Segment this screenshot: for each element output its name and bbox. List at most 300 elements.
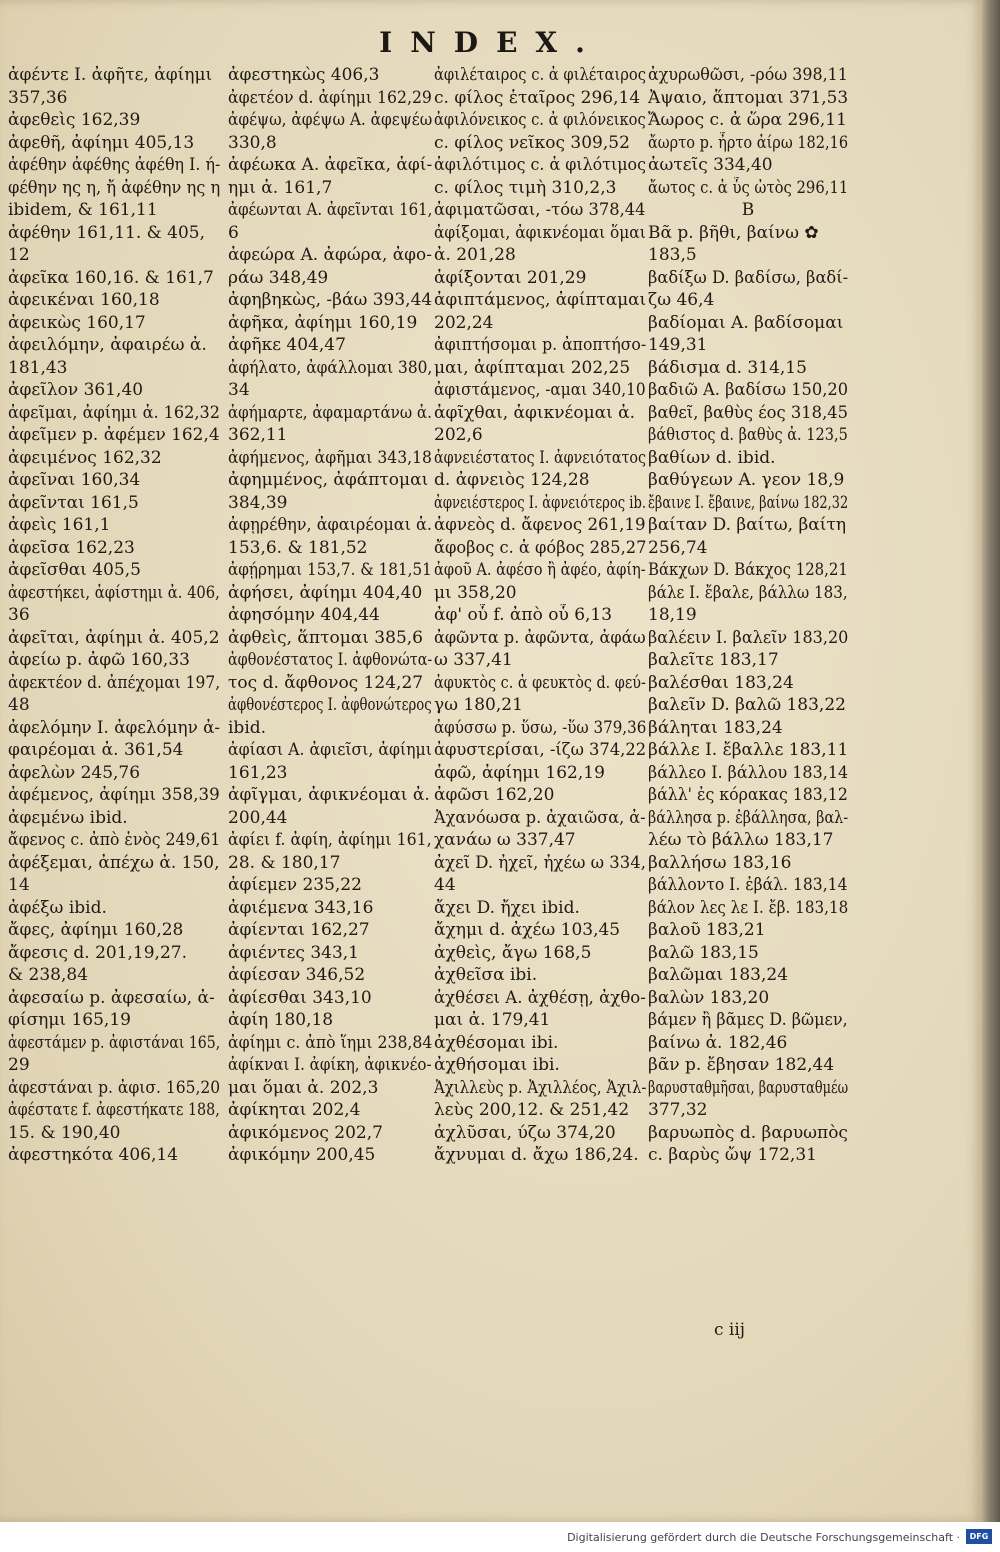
index-entry-text: ἀχθεὶς, ἄγω 168,5: [434, 942, 592, 963]
index-entry-text: ἀφημμένος, ἀφάπτομαι: [228, 470, 429, 490]
index-entry-text: ἀφεῖσα 162,23: [8, 537, 135, 558]
index-entry-text: ἀφεῖται, ἀφίημι ἀ. 405,2: [8, 627, 220, 648]
index-entry: [648, 1009, 848, 1032]
index-entry: [228, 312, 432, 335]
index-entry-text: Ἄωρος c. ἀ ὥρα 296,11: [648, 110, 847, 130]
index-column-2: [228, 64, 432, 1167]
index-entry: [434, 469, 646, 492]
index-entry-text: ἀφῶσι 162,20: [434, 785, 555, 805]
index-entry-text: 15. & 190,40: [8, 1122, 121, 1143]
index-entry-text: ἀφέξεμαι, ἀπέχω ἀ. 150,: [8, 852, 220, 873]
index-entry: [434, 1144, 646, 1167]
index-entry: [228, 784, 432, 807]
index-entry-text: 29: [8, 1055, 30, 1075]
index-entry-text: Ἀχανόωσα p. ἀχαιῶσα, ἀ-: [434, 807, 646, 828]
index-entry-text: λεὺς 200,12. & 251,42: [434, 1100, 630, 1120]
index-entry-text: ἀφεικέναι 160,18: [8, 290, 160, 310]
index-entry-text: ἀφίασι A. ἀφιεῖσι, ἀφίημι: [228, 740, 432, 760]
signature-mark: c iij: [714, 1320, 746, 1340]
index-entry-text: ἀφέθην 161,11. & 405,: [8, 222, 206, 243]
index-entry: [228, 447, 432, 470]
index-entry: [434, 177, 646, 200]
index-entry: [228, 492, 432, 515]
index-entry-text: ἀφίκναι I. ἀφίκη, ἀφικνέο-: [228, 1055, 432, 1075]
index-entry-text: ibidem, & 161,11: [8, 200, 158, 220]
index-entry-text: ἀφήσει, ἀφίημι 404,40: [228, 582, 423, 603]
index-entry: [648, 199, 848, 222]
index-entry-text: βαρυωπὸς d. βαρυωπὸς: [648, 1122, 848, 1143]
index-entry: [228, 1009, 432, 1032]
index-entry: [648, 649, 848, 672]
index-entry: [8, 874, 220, 897]
footer-bar: [0, 1522, 1000, 1552]
index-entry-text: ἀφιέμενα 343,16: [228, 897, 374, 918]
index-entry: [228, 897, 432, 920]
index-entry: [8, 312, 220, 335]
index-entry: [434, 672, 646, 695]
index-entry-text: βᾶν p. ἔβησαν 182,44: [648, 1055, 835, 1075]
index-entry-text: ἀφῆκε 404,47: [228, 335, 346, 355]
index-entry: [8, 897, 220, 920]
index-entry-text: βάμεν ἢ βᾶμες D. βῶμεν,: [648, 1010, 848, 1030]
index-entry-text: ἀφιέντες 343,1: [228, 942, 359, 963]
index-entry: [648, 987, 848, 1010]
index-entry-text: χανάω ω 337,47: [434, 830, 576, 850]
index-entry: [434, 784, 646, 807]
index-entry: [648, 582, 848, 605]
index-entry-text: ἄχημι d. ἀχέω 103,45: [434, 920, 621, 940]
index-entry-text: ἀχλῦσαι, ύζω 374,20: [434, 1122, 616, 1143]
index-entry: [648, 694, 848, 717]
index-entry: [8, 267, 220, 290]
index-entry-text: 18,19: [648, 605, 697, 625]
index-entry: [648, 447, 848, 470]
index-entry-text: 48: [8, 695, 30, 715]
index-entry: [228, 469, 432, 492]
index-entry-text: ἀφικόμην 200,45: [228, 1145, 376, 1165]
index-entry-text: βαίνω ἀ. 182,46: [648, 1032, 788, 1053]
index-entry: [648, 1122, 848, 1145]
index-entry-text: φίσημι 165,19: [8, 1010, 131, 1030]
index-entry-text: βάλλοντο I. ἐβάλ. 183,14: [648, 875, 848, 895]
index-entry: [228, 649, 432, 672]
index-entry-text: ἀφιλότιμος c. ἀ φιλότιμος: [434, 155, 646, 175]
index-entry: [434, 132, 646, 155]
index-entry-text: ἀφίκηται 202,4: [228, 1100, 361, 1120]
index-entry: [228, 762, 432, 785]
index-entry-text: ἄφες, ἀφίημι 160,28: [8, 920, 184, 940]
index-entry-text: ἄχει D. ἤχει ibid.: [434, 897, 580, 918]
index-entry: [228, 537, 432, 560]
index-entry-text: ἀφοῦ A. ἀφέσο ἢ ἀφέο, ἀφίη-: [434, 560, 646, 580]
index-entry-text: ἀφέθην ἀφέθης ἀφέθη I. ή-: [8, 155, 220, 175]
footer-text: Digitalisierung gefördert durch die Deutsche Forschungsgemeinschaft ·: [567, 1531, 960, 1544]
index-entry: [648, 627, 848, 650]
index-entry-text: 357,36: [8, 87, 68, 108]
index-entry: [648, 379, 848, 402]
index-entry: [434, 874, 646, 897]
index-entry: [8, 762, 220, 785]
index-entry: [434, 267, 646, 290]
index-entry: [8, 154, 220, 177]
index-entry: [228, 919, 432, 942]
index-entry-text: ἀφεμένω ibid.: [8, 807, 128, 828]
index-entry: [434, 1099, 646, 1122]
index-entry: [434, 919, 646, 942]
index-entry: [434, 1032, 646, 1055]
index-entry-text: c. φίλος νεῖκος 309,52: [434, 132, 630, 153]
index-entry-text: 330,8: [228, 132, 277, 153]
index-entry-text: ἀφνειέστατος I. ἀφνειότατος: [434, 447, 646, 468]
index-entry: [228, 604, 432, 627]
index-entry: [228, 852, 432, 875]
index-entry-text: ἀφῶ, ἀφίημι 162,19: [434, 762, 605, 783]
index-entry: [8, 537, 220, 560]
index-entry-text: ἀφέωκα A. ἀφεῖκα, ἀφί-: [228, 155, 432, 175]
index-entry: [648, 717, 848, 740]
index-entry-text: βαθεῖ, βαθὺς έος 318,45: [648, 402, 848, 423]
index-entry-text: βάληται 183,24: [648, 717, 783, 738]
index-entry-text: 34: [228, 380, 250, 400]
index-entry-text: ἀφιλέταιρος c. ἀ φιλέταιρος: [434, 65, 646, 85]
index-entry-text: ἀφεῖνται 161,5: [8, 492, 139, 513]
index-entry: [228, 267, 432, 290]
index-entry-text: ἀφεστάναι p. ἀφισ. 165,20: [8, 1077, 220, 1098]
index-entry: [8, 919, 220, 942]
index-entry: [434, 1009, 646, 1032]
index-entry: [8, 852, 220, 875]
index-entry: [8, 694, 220, 717]
index-entry-text: ἄφοβος c. ἀ φόβος 285,27: [434, 537, 646, 558]
index-entry: [648, 559, 848, 582]
index-entry-text: ἀφελὼν 245,76: [8, 762, 141, 783]
index-entry-text: μι 358,20: [434, 582, 517, 603]
index-entry-text: ἀχθέσομαι ibi.: [434, 1032, 559, 1053]
index-entry: [434, 199, 646, 222]
index-entry: [434, 244, 646, 267]
index-entry-text: 149,31: [648, 335, 708, 355]
index-entry-text: c. φίλος ἑταῖρος 296,14: [434, 87, 641, 108]
index-entry: [8, 672, 220, 695]
index-entry-text: ἀφεῖναι 160,34: [8, 470, 141, 490]
index-entry-text: ἀφιματῶσαι, -τόω 378,44: [434, 200, 646, 220]
index-entry: [648, 312, 848, 335]
index-entry: [434, 987, 646, 1010]
index-entry: [228, 132, 432, 155]
index-entry: [648, 357, 848, 380]
index-entry-text: Βᾶ p. βῆθι, βαίνω ✿: [648, 222, 819, 243]
index-entry-text: Βάκχων D. Βάκχος 128,21: [648, 560, 848, 580]
index-entry: [228, 739, 432, 762]
index-entry-text: ἀφυστερίσαι, -ίζω 374,22: [434, 740, 646, 760]
index-entry-text: ἀφεσαίω p. ἀφεσαίω, ἀ-: [8, 987, 215, 1008]
index-entry: [648, 739, 848, 762]
index-entry-text: βαλέειν I. βαλεῖν 183,20: [648, 627, 848, 648]
index-entry-text: βαρυσταθμῆσαι, βαρυσταθμέω: [648, 1077, 848, 1098]
index-entry: [8, 1144, 220, 1167]
index-entry: [8, 1054, 220, 1077]
index-entry-text: βαλὼν 183,20: [648, 987, 770, 1008]
index-entry: [648, 672, 848, 695]
index-entry: [434, 807, 646, 830]
index-entry: [648, 64, 848, 87]
index-entry: [648, 402, 848, 425]
index-entry-text: ἀφήλατο, ἀφάλλομαι 380,: [228, 357, 432, 378]
index-entry: [228, 244, 432, 267]
index-entry: [648, 334, 848, 357]
index-entry: [8, 402, 220, 425]
index-entry: [8, 582, 220, 605]
index-entry: [8, 649, 220, 672]
index-entry: [648, 874, 848, 897]
index-entry: [8, 559, 220, 582]
index-entry: [434, 559, 646, 582]
index-entry: [434, 604, 646, 627]
index-entry: [434, 154, 646, 177]
index-entry: [228, 177, 432, 200]
index-entry-text: ἀφίεσθαι 343,10: [228, 987, 372, 1008]
index-entry-text: ἀφικόμενος 202,7: [228, 1122, 383, 1143]
index-entry-text: ἀφύσσω p. ὕσω, -ὕω 379,36: [434, 717, 646, 738]
index-entry: [648, 784, 848, 807]
index-entry: [8, 784, 220, 807]
index-entry: [434, 492, 646, 515]
index-entry-text: ἀφνειέστερος I. ἀφνειότερος ib.: [434, 492, 646, 513]
index-entry-text: ibid.: [228, 717, 267, 738]
index-entry-text: ἀωτεῖς 334,40: [648, 155, 773, 175]
index-entry-text: B: [741, 200, 755, 220]
index-entry: [434, 649, 646, 672]
index-entry-text: ἀχθήσομαι ibi.: [434, 1055, 560, 1075]
index-entry: [434, 1054, 646, 1077]
index-entry-text: ἀφεὶς 161,1: [8, 515, 111, 535]
index-entry: [648, 267, 848, 290]
index-entry: [228, 1054, 432, 1077]
index-entry: [648, 1054, 848, 1077]
index-entry: [8, 942, 220, 965]
index-entry: [228, 379, 432, 402]
index-entry: [228, 942, 432, 965]
index-entry-text: 6: [228, 222, 239, 243]
index-entry: [8, 627, 220, 650]
index-entry-text: φέθην ης η, ἤ ἀφέθην ης η: [8, 177, 220, 198]
index-entry: [228, 222, 432, 245]
index-entry-text: βαλῶ 183,15: [648, 942, 759, 963]
index-entry-text: ω 337,41: [434, 650, 513, 670]
index-entry: [434, 694, 646, 717]
index-entry-text: ἀφεκτέον d. ἀπέχομαι 197,: [8, 672, 220, 693]
index-entry: [8, 424, 220, 447]
index-entry: [8, 604, 220, 627]
dfg-logo-icon: DFG: [966, 1529, 992, 1544]
index-entry: [228, 672, 432, 695]
index-entry-text: βαλλήσω 183,16: [648, 852, 792, 873]
index-entry: [648, 109, 848, 132]
index-entry: [228, 1144, 432, 1167]
index-entry: [8, 807, 220, 830]
index-entry-text: ἀφησόμην 404,44: [228, 605, 380, 625]
index-entry: [434, 1077, 646, 1100]
index-entry: [648, 289, 848, 312]
index-entry-text: c. φίλος τιμὴ 310,2,3: [434, 177, 617, 198]
index-entry-text: ἀφίει f. ἀφίη, ἀφίημι 161,: [228, 830, 432, 850]
index-entry: [434, 379, 646, 402]
index-entry: [228, 987, 432, 1010]
index-entry: [434, 222, 646, 245]
index-entry-text: ἀφυκτὸς c. ἀ φευκτὸς d. φεύ-: [434, 672, 646, 693]
index-entry: [228, 402, 432, 425]
index-entry-text: ἀφῃρέθην, ἀφαιρέομαι ἀ.: [228, 515, 432, 535]
index-entry: [8, 222, 220, 245]
index-entry: [228, 694, 432, 717]
index-entry: [228, 1077, 432, 1100]
index-entry-text: μαι ὅμαι ἀ. 202,3: [228, 1077, 379, 1098]
index-entry: [8, 964, 220, 987]
index-entry: [434, 852, 646, 875]
index-entry-text: ἀχυρωθῶσι, -ρόω 398,11: [648, 65, 848, 85]
index-entry-text: ἀφείω p. ἀφῶ 160,33: [8, 650, 190, 670]
index-entry-text: 202,6: [434, 425, 483, 445]
index-entry: [228, 64, 432, 87]
index-entry: [8, 87, 220, 110]
index-entry-text: ἄφεσις d. 201,19,27.: [8, 942, 187, 963]
index-entry-text: ἀφειλόμην, ἀφαιρέω ἀ.: [8, 335, 207, 355]
index-column-1: [8, 64, 220, 1167]
index-entry-text: ἀφιπτάμενος, ἀφίπταμαι: [434, 290, 646, 310]
index-entry-text: βαλέσθαι 183,24: [648, 672, 794, 693]
index-entry-text: ἀφεῖλον 361,40: [8, 380, 144, 400]
index-entry-text: 28. & 180,17: [228, 852, 341, 873]
index-entry-text: ἀφεστηκότα 406,14: [8, 1145, 179, 1165]
index-entry: [648, 1099, 848, 1122]
index-entry: [8, 334, 220, 357]
index-entry-text: τος d. ἄφθονος 124,27: [228, 672, 424, 693]
index-entry-text: ἀφεθεὶς 162,39: [8, 110, 141, 130]
index-entry-text: 14: [8, 875, 30, 895]
index-entry-text: ἀφνεὸς d. ἄφενος 261,19: [434, 515, 646, 535]
index-entry: [434, 942, 646, 965]
index-entry-text: βαδίξω D. βαδίσω, βαδί-: [648, 267, 848, 288]
index-entry-text: ἀφῄρημαι 153,7. & 181,51: [228, 560, 432, 580]
index-entry: [8, 1099, 220, 1122]
index-entry: [648, 154, 848, 177]
index-entry-text: βάλον λες λε I. ἔβ. 183,18: [648, 897, 848, 918]
index-entry-text: & 238,84: [8, 965, 89, 985]
index-entry: [434, 424, 646, 447]
index-entry-text: ἀφῆκα, ἀφίημι 160,19: [228, 312, 418, 333]
index-entry: [648, 1032, 848, 1055]
index-entry: [8, 514, 220, 537]
index-entry-text: ἀχεῖ D. ἠχεῖ, ἠχέω ω 334,: [434, 852, 646, 873]
index-entry: [8, 447, 220, 470]
index-entry: [228, 874, 432, 897]
index-entry-text: ἀφιλόνεικος c. ἀ φιλόνεικος: [434, 110, 646, 130]
index-entry: [228, 1032, 432, 1055]
index-entry-text: ἀφίημι c. ἀπὸ ἵημι 238,84: [228, 1032, 432, 1053]
index-entry-text: ράω 348,49: [228, 267, 329, 288]
index-entry: [8, 132, 220, 155]
index-entry-text: μαι, ἀφίπταμαι 202,25: [434, 357, 631, 378]
index-entry: [228, 357, 432, 380]
index-entry-text: 183,5: [648, 245, 697, 265]
index-entry-text: βάδισμα d. 314,15: [648, 357, 807, 378]
index-entry-text: ἀφθονέστατος I. ἀφθονώτα-: [228, 650, 432, 670]
index-entry: [8, 469, 220, 492]
index-entry: [648, 829, 848, 852]
index-entry-text: βάλλ' ἐς κόρακας 183,12: [648, 785, 848, 805]
index-entry-text: βαδιῶ A. βαδίσω 150,20: [648, 380, 848, 400]
index-entry-text: ἀφειμένος 162,32: [8, 447, 162, 468]
index-entry: [434, 447, 646, 470]
index-entry: [228, 109, 432, 132]
index-entry-text: ἀφελόμην I. ἀφελόμην ἀ-: [8, 717, 220, 738]
index-entry-text: ἀφέψω, ἀφέψω A. ἀφεψέω: [228, 110, 432, 130]
index-entry: [8, 1122, 220, 1145]
index-entry-text: 377,32: [648, 1100, 708, 1120]
index-entry: [648, 1144, 848, 1167]
index-entry: [648, 537, 848, 560]
index-entry-text: βαλεῖν D. βαλῶ 183,22: [648, 695, 846, 715]
index-entry: [648, 604, 848, 627]
index-entry: [228, 559, 432, 582]
index-entry-text: βάλλεο I. βάλλου 183,14: [648, 762, 848, 783]
index-entry-text: ἀφεῖμεν p. ἀφέμεν 162,4: [8, 425, 220, 445]
index-entry: [434, 537, 646, 560]
index-entry: [228, 424, 432, 447]
index-entry: [434, 627, 646, 650]
index-entry: [434, 964, 646, 987]
index-entry: [228, 514, 432, 537]
index-column-4: [648, 64, 848, 1167]
index-entry-text: ἀφηβηκὼς, -βάω 393,44: [228, 290, 432, 310]
index-entry: [8, 492, 220, 515]
index-entry: [434, 402, 646, 425]
index-entry: [8, 1009, 220, 1032]
index-entry: [228, 717, 432, 740]
index-entry: [8, 739, 220, 762]
index-entry-text: ἄωρτο p. ἦρτο ἀίρω 182,16: [648, 132, 848, 153]
index-entry: [434, 829, 646, 852]
index-entry-text: ἀφεστάμεν p. ἀφιστάναι 165,: [8, 1032, 220, 1053]
index-entry: [648, 964, 848, 987]
index-entry-text: βάλλησα p. ἐβάλλησα, βαλ-: [648, 807, 848, 828]
index-entry-text: ἀφίξομαι, ἀφικνέομαι ὅμαι: [434, 222, 646, 243]
index-entry: [434, 514, 646, 537]
index-entry: [8, 379, 220, 402]
index-entry-text: 161,23: [228, 762, 288, 783]
index-entry-text: ἄχνυμαι d. ἄχω 186,24.: [434, 1145, 639, 1165]
index-entry: [648, 87, 848, 110]
index-entry-text: ἀφιπτήσομαι p. ἀποπτήσο-: [434, 335, 646, 355]
index-entry-text: γω 180,21: [434, 695, 523, 715]
index-entry: [648, 244, 848, 267]
index-entry: [8, 244, 220, 267]
index-entry-text: ἀφήμαρτε, ἀφαμαρτάνω ἀ.: [228, 402, 432, 423]
index-entry: [434, 312, 646, 335]
index-entry: [434, 87, 646, 110]
index-entry: [8, 987, 220, 1010]
index-entry-text: 384,39: [228, 492, 288, 513]
index-entry-text: ἀφήμενος, ἀφῆμαι 343,18: [228, 447, 432, 468]
index-entry-text: ἀφῖχθαι, ἀφικνέομαι ἀ.: [434, 402, 636, 423]
index-entry-text: ημι ἀ. 161,7: [228, 177, 333, 198]
index-entry-text: 153,6. & 181,52: [228, 537, 368, 558]
index-entry-text: 202,24: [434, 312, 494, 333]
index-entry: [8, 109, 220, 132]
index-entry-text: ἀφ' οὗ f. ἀπὸ οὗ 6,13: [434, 605, 613, 625]
index-entry-text: ἀχθεῖσα ibi.: [434, 965, 538, 985]
index-entry: [648, 762, 848, 785]
